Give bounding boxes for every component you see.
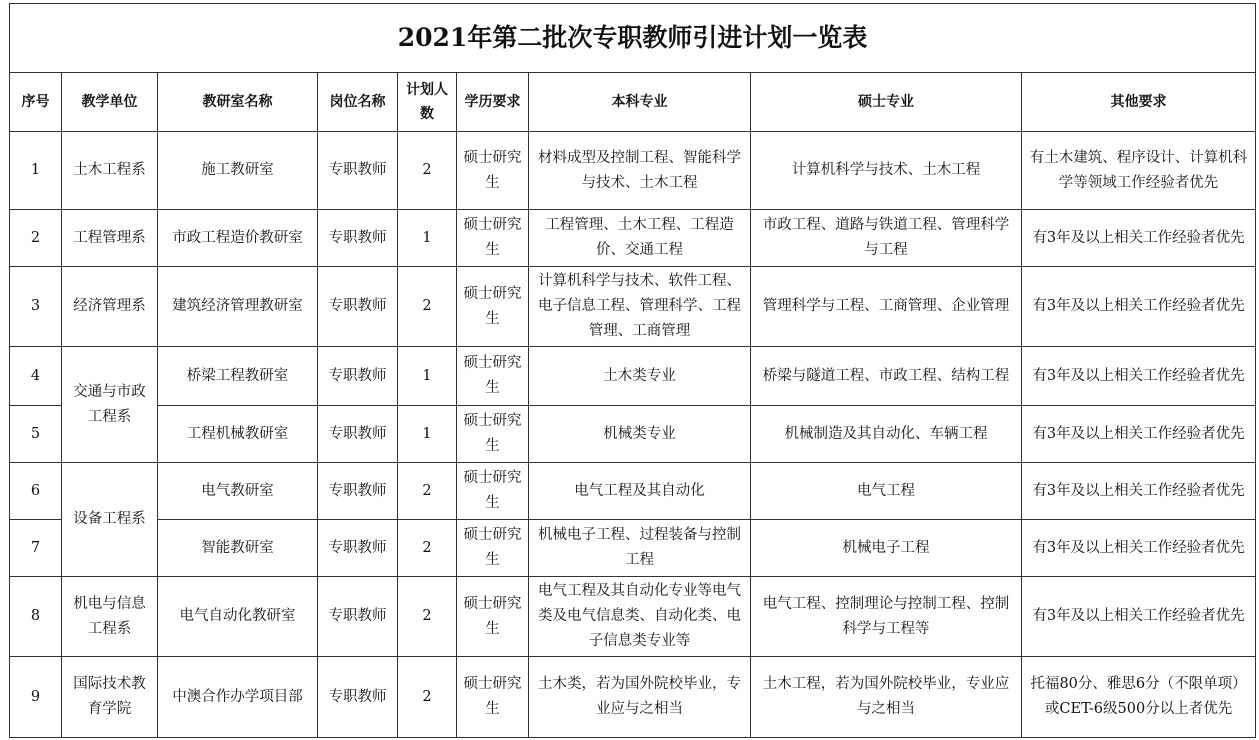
cell-post: 专职教师 <box>318 657 398 738</box>
cell-no: 6 <box>10 463 62 520</box>
cell-office: 工程机械教研室 <box>158 406 318 463</box>
cell-bachelor: 电气工程及其自动化 <box>529 463 751 520</box>
table-row <box>10 577 1256 657</box>
cell-bachelor: 工程管理、土木工程、工程造价、交通工程 <box>529 210 751 267</box>
cell-office: 智能教研室 <box>158 520 318 577</box>
cell-post: 专职教师 <box>318 520 398 577</box>
table-title: 2021年第二批次专职教师引进计划一览表 <box>10 4 1256 73</box>
cell-count: 2 <box>398 657 457 738</box>
cell-edu: 硕士研究生 <box>457 210 529 267</box>
cell-office: 桥梁工程教研室 <box>158 347 318 406</box>
cell-edu: 硕士研究生 <box>457 463 529 520</box>
cell-edu: 硕士研究生 <box>457 520 529 577</box>
cell-other: 有3年及以上相关工作经验者优先 <box>1022 520 1256 577</box>
cell-other: 有3年及以上相关工作经验者优先 <box>1022 577 1256 657</box>
cell-no: 9 <box>10 657 62 738</box>
cell-count: 2 <box>398 520 457 577</box>
cell-dept: 设备工程系 <box>62 463 158 577</box>
table-row <box>10 132 1256 210</box>
plan-table <box>9 3 1256 738</box>
cell-dept: 土木工程系 <box>62 132 158 210</box>
cell-no: 2 <box>10 210 62 267</box>
cell-count: 2 <box>398 463 457 520</box>
cell-master: 机械电子工程 <box>751 520 1022 577</box>
table-row <box>10 347 1256 406</box>
cell-other: 有土木建筑、程序设计、计算机科学等领域工作经验者优先 <box>1022 132 1256 210</box>
header-no: 序号 <box>10 73 62 132</box>
cell-other: 有3年及以上相关工作经验者优先 <box>1022 347 1256 406</box>
cell-count: 2 <box>398 132 457 210</box>
cell-master: 电气工程、控制理论与控制工程、控制科学与工程等 <box>751 577 1022 657</box>
cell-office: 市政工程造价教研室 <box>158 210 318 267</box>
cell-bachelor: 土木类专业 <box>529 347 751 406</box>
cell-no: 3 <box>10 267 62 347</box>
cell-bachelor: 电气工程及其自动化专业等电气类及电气信息类、自动化类、电子信息类专业等 <box>529 577 751 657</box>
cell-edu: 硕士研究生 <box>457 406 529 463</box>
header-dept: 教学单位 <box>62 73 158 132</box>
cell-master: 电气工程 <box>751 463 1022 520</box>
cell-count: 2 <box>398 267 457 347</box>
cell-office: 电气教研室 <box>158 463 318 520</box>
cell-dept: 经济管理系 <box>62 267 158 347</box>
cell-edu: 硕士研究生 <box>457 577 529 657</box>
cell-post: 专职教师 <box>318 132 398 210</box>
cell-bachelor: 计算机科学与技术、软件工程、电子信息工程、管理科学、工程管理、工商管理 <box>529 267 751 347</box>
cell-master: 管理科学与工程、工商管理、企业管理 <box>751 267 1022 347</box>
cell-count: 1 <box>398 406 457 463</box>
cell-other: 有3年及以上相关工作经验者优先 <box>1022 210 1256 267</box>
table-row <box>10 657 1256 738</box>
cell-other: 有3年及以上相关工作经验者优先 <box>1022 267 1256 347</box>
cell-dept: 工程管理系 <box>62 210 158 267</box>
cell-dept: 国际技术教育学院 <box>62 657 158 738</box>
cell-no: 1 <box>10 132 62 210</box>
cell-bachelor: 材料成型及控制工程、智能科学与技术、土木工程 <box>529 132 751 210</box>
cell-dept: 机电与信息工程系 <box>62 577 158 657</box>
cell-bachelor: 机械类专业 <box>529 406 751 463</box>
cell-office: 电气自动化教研室 <box>158 577 318 657</box>
header-edu: 学历要求 <box>457 73 529 132</box>
cell-office: 施工教研室 <box>158 132 318 210</box>
cell-edu: 硕士研究生 <box>457 347 529 406</box>
cell-edu: 硕士研究生 <box>457 132 529 210</box>
cell-count: 1 <box>398 210 457 267</box>
cell-other: 托福80分、雅思6分（不限单项）或CET-6级500分以上者优先 <box>1022 657 1256 738</box>
table-row <box>10 520 1256 577</box>
cell-edu: 硕士研究生 <box>457 657 529 738</box>
header-row <box>10 73 1256 132</box>
table-row <box>10 267 1256 347</box>
header-office: 教研室名称 <box>158 73 318 132</box>
cell-count: 2 <box>398 577 457 657</box>
cell-office: 中澳合作办学项目部 <box>158 657 318 738</box>
header-other: 其他要求 <box>1022 73 1256 132</box>
header-count: 计划人数 <box>398 73 457 132</box>
cell-no: 5 <box>10 406 62 463</box>
cell-other: 有3年及以上相关工作经验者优先 <box>1022 406 1256 463</box>
cell-bachelor: 土木类，若为国外院校毕业，专业应与之相当 <box>529 657 751 738</box>
cell-office: 建筑经济管理教研室 <box>158 267 318 347</box>
table-row <box>10 406 1256 463</box>
cell-post: 专职教师 <box>318 347 398 406</box>
cell-post: 专职教师 <box>318 267 398 347</box>
header-bachelor: 本科专业 <box>529 73 751 132</box>
cell-other: 有3年及以上相关工作经验者优先 <box>1022 463 1256 520</box>
cell-post: 专职教师 <box>318 210 398 267</box>
cell-post: 专职教师 <box>318 463 398 520</box>
cell-master: 市政工程、道路与铁道工程、管理科学与工程 <box>751 210 1022 267</box>
cell-bachelor: 机械电子工程、过程装备与控制工程 <box>529 520 751 577</box>
cell-count: 1 <box>398 347 457 406</box>
cell-no: 8 <box>10 577 62 657</box>
cell-master: 土木工程，若为国外院校毕业，专业应与之相当 <box>751 657 1022 738</box>
cell-master: 计算机科学与技术、土木工程 <box>751 132 1022 210</box>
cell-dept: 交通与市政工程系 <box>62 347 158 463</box>
header-master: 硕士专业 <box>751 73 1022 132</box>
table-row <box>10 210 1256 267</box>
header-post: 岗位名称 <box>318 73 398 132</box>
cell-no: 7 <box>10 520 62 577</box>
cell-post: 专职教师 <box>318 406 398 463</box>
cell-edu: 硕士研究生 <box>457 267 529 347</box>
table-row <box>10 463 1256 520</box>
cell-no: 4 <box>10 347 62 406</box>
cell-master: 机械制造及其自动化、车辆工程 <box>751 406 1022 463</box>
cell-post: 专职教师 <box>318 577 398 657</box>
cell-master: 桥梁与隧道工程、市政工程、结构工程 <box>751 347 1022 406</box>
